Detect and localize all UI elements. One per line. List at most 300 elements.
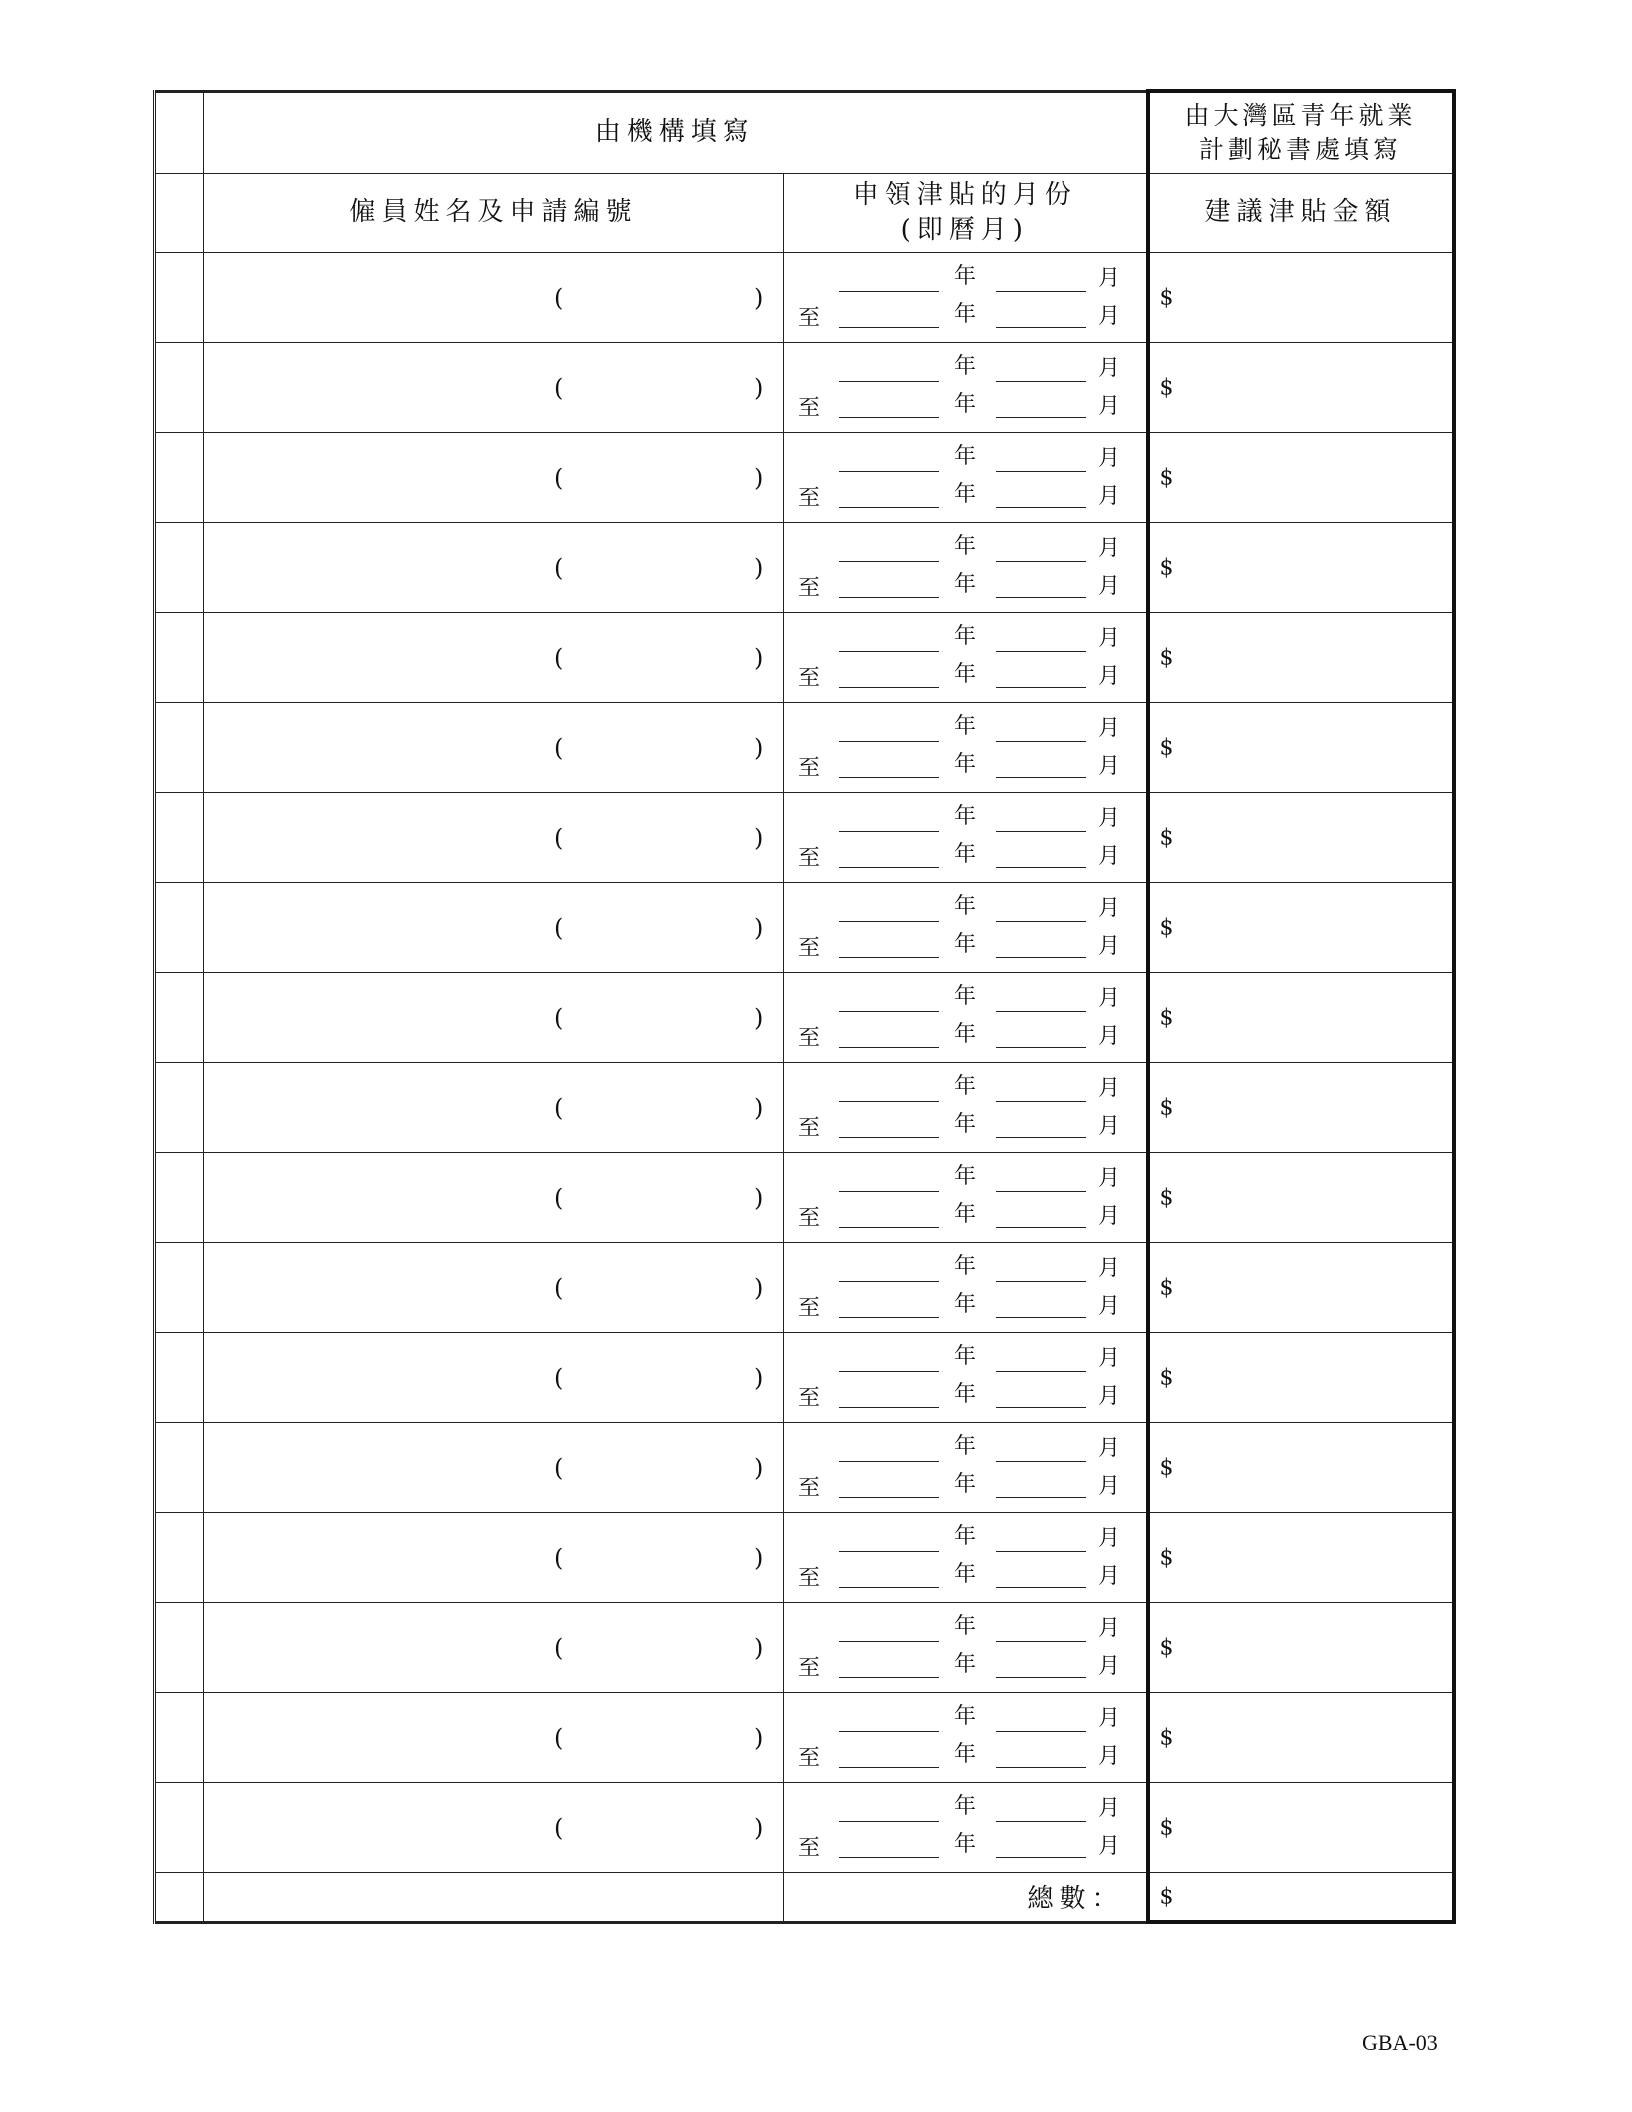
claim-months-field[interactable] <box>784 433 1148 523</box>
month-label: 月 <box>1098 356 1121 381</box>
open-parenthesis: ( <box>554 1633 564 1662</box>
open-parenthesis: ( <box>554 733 564 762</box>
employee-name-field[interactable] <box>204 793 784 883</box>
suggested-amount-field[interactable] <box>1148 973 1454 1063</box>
dollar-sign: $ <box>1159 825 1174 850</box>
close-parenthesis: ) <box>754 463 764 492</box>
close-parenthesis: ) <box>754 1543 764 1572</box>
margin-cell <box>155 343 204 433</box>
month-label: 月 <box>1098 754 1121 779</box>
blank-underline[interactable] <box>839 1407 939 1408</box>
year-label: 年 <box>954 984 977 1009</box>
month-label: 月 <box>1098 1204 1121 1229</box>
dollar-sign: $ <box>1159 1635 1174 1660</box>
margin-cell <box>155 433 204 523</box>
close-parenthesis: ) <box>754 1453 764 1482</box>
subsidy-claim-form <box>153 89 1452 1924</box>
year-label: 年 <box>954 1022 977 1047</box>
year-label: 年 <box>954 482 977 507</box>
to-label: 至 <box>798 936 821 961</box>
claim-months-field[interactable] <box>784 1153 1148 1243</box>
suggested-amount-field[interactable] <box>1148 523 1454 613</box>
blank-underline[interactable] <box>996 1641 1086 1642</box>
year-label: 年 <box>954 1832 977 1857</box>
open-parenthesis: ( <box>554 463 564 492</box>
open-parenthesis: ( <box>554 1453 564 1482</box>
suggested-amount-field[interactable] <box>1148 883 1454 973</box>
to-label: 至 <box>798 1656 821 1681</box>
close-parenthesis: ) <box>754 643 764 672</box>
close-parenthesis: ) <box>754 283 764 312</box>
month-label: 月 <box>1098 664 1121 689</box>
open-parenthesis: ( <box>554 1093 564 1122</box>
blank-underline[interactable] <box>839 1461 939 1462</box>
dollar-sign: $ <box>1159 1884 1174 1909</box>
blank-underline[interactable] <box>996 1677 1086 1678</box>
blank-underline[interactable] <box>996 291 1086 292</box>
suggested-amount-field[interactable] <box>1148 793 1454 883</box>
blank-underline[interactable] <box>839 687 939 688</box>
to-label: 至 <box>798 666 821 691</box>
month-label: 月 <box>1098 484 1121 509</box>
employee-name-field[interactable] <box>204 523 784 613</box>
suggested-amount-field[interactable] <box>1148 1603 1454 1693</box>
employee-name-field[interactable] <box>204 1693 784 1783</box>
to-label: 至 <box>798 1386 821 1411</box>
table-row <box>155 1513 1454 1603</box>
suggested-amount-field[interactable] <box>1148 1513 1454 1603</box>
claim-months-field[interactable] <box>784 1603 1148 1693</box>
table-row <box>155 1333 1454 1423</box>
table-row <box>155 1153 1454 1243</box>
year-label: 年 <box>954 1524 977 1549</box>
blank-underline[interactable] <box>996 1551 1086 1552</box>
claim-months-heading: 申領津貼的月份 <box>852 179 1077 210</box>
employee-name-column-header: 僱員姓名及申請編號 <box>204 174 784 253</box>
open-parenthesis: ( <box>554 1003 564 1032</box>
suggested-amount-field[interactable] <box>1148 613 1454 703</box>
blank-underline[interactable] <box>996 1317 1086 1318</box>
employee-name-field[interactable] <box>204 1783 784 1873</box>
close-parenthesis: ) <box>754 553 764 582</box>
month-label: 月 <box>1098 536 1121 561</box>
month-label: 月 <box>1098 934 1121 959</box>
year-label: 年 <box>954 1562 977 1587</box>
month-label: 月 <box>1098 1384 1121 1409</box>
blank-underline[interactable] <box>839 1551 939 1552</box>
open-parenthesis: ( <box>554 1813 564 1842</box>
year-label: 年 <box>954 354 977 379</box>
month-label: 月 <box>1098 574 1121 599</box>
organization-section-heading: 由機構填寫 <box>204 91 1148 174</box>
secretariat-heading-text: 由大灣區青年就業計劃秘書處填寫 <box>1184 101 1417 164</box>
blank-underline[interactable] <box>996 1227 1086 1228</box>
year-label: 年 <box>954 1254 977 1279</box>
close-parenthesis: ) <box>754 1093 764 1122</box>
blank-underline[interactable] <box>996 777 1086 778</box>
employee-name-field[interactable] <box>204 1603 784 1693</box>
margin-cell <box>155 973 204 1063</box>
margin-cell <box>155 613 204 703</box>
employee-name-field[interactable] <box>204 1423 784 1513</box>
blank-underline[interactable] <box>839 1047 939 1048</box>
month-label: 月 <box>1098 1564 1121 1589</box>
open-parenthesis: ( <box>554 1543 564 1572</box>
claim-months-field[interactable] <box>784 613 1148 703</box>
blank-underline[interactable] <box>996 957 1086 958</box>
blank-underline[interactable] <box>996 1857 1086 1858</box>
blank-underline[interactable] <box>839 777 939 778</box>
year-label: 年 <box>954 1164 977 1189</box>
table-row <box>155 973 1454 1063</box>
blank-underline[interactable] <box>996 561 1086 562</box>
to-label: 至 <box>798 1566 821 1591</box>
table-row <box>155 1063 1454 1153</box>
margin-cell <box>155 1063 204 1153</box>
close-parenthesis: ) <box>754 823 764 852</box>
year-label: 年 <box>954 752 977 777</box>
close-parenthesis: ) <box>754 733 764 762</box>
year-label: 年 <box>954 392 977 417</box>
month-label: 月 <box>1098 1024 1121 1049</box>
margin-cell <box>155 1873 204 1923</box>
total-blank-cell <box>204 1873 784 1923</box>
claim-months-field[interactable] <box>784 253 1148 343</box>
blank-underline[interactable] <box>839 1677 939 1678</box>
blank-underline[interactable] <box>996 1191 1086 1192</box>
year-label: 年 <box>954 1614 977 1639</box>
blank-underline[interactable] <box>996 1407 1086 1408</box>
blank-underline[interactable] <box>839 1497 939 1498</box>
claim-months-subheading: (即曆月) <box>900 215 1029 245</box>
year-label: 年 <box>954 1704 977 1729</box>
claim-months-field[interactable] <box>784 793 1148 883</box>
open-parenthesis: ( <box>554 283 564 312</box>
blank-underline[interactable] <box>839 921 939 922</box>
margin-cell <box>155 703 204 793</box>
table-row <box>155 1783 1454 1873</box>
blank-underline[interactable] <box>996 1047 1086 1048</box>
to-label: 至 <box>798 1026 821 1051</box>
dollar-sign: $ <box>1159 1095 1174 1120</box>
blank-underline[interactable] <box>996 1101 1086 1102</box>
to-label: 至 <box>798 1296 821 1321</box>
month-label: 月 <box>1098 896 1121 921</box>
total-amount-field[interactable] <box>1148 1873 1454 1923</box>
employee-name-field[interactable] <box>204 613 784 703</box>
open-parenthesis: ( <box>554 553 564 582</box>
to-label: 至 <box>798 1836 821 1861</box>
table-row <box>155 703 1454 793</box>
claim-months-field[interactable] <box>784 1243 1148 1333</box>
year-label: 年 <box>954 894 977 919</box>
employee-name-field[interactable] <box>204 883 784 973</box>
dollar-sign: $ <box>1159 375 1174 400</box>
suggested-amount-column-header: 建議津貼金額 <box>1148 174 1454 253</box>
claim-months-field[interactable] <box>784 1513 1148 1603</box>
blank-underline[interactable] <box>839 867 939 868</box>
employee-name-field[interactable] <box>204 253 784 343</box>
close-parenthesis: ) <box>754 913 764 942</box>
blank-underline[interactable] <box>839 1011 939 1012</box>
suggested-amount-field[interactable] <box>1148 253 1454 343</box>
year-label: 年 <box>954 714 977 739</box>
blank-underline[interactable] <box>996 1767 1086 1768</box>
year-label: 年 <box>954 1344 977 1369</box>
claim-months-field[interactable] <box>784 1783 1148 1873</box>
blank-underline[interactable] <box>996 921 1086 922</box>
year-label: 年 <box>954 1202 977 1227</box>
month-label: 月 <box>1098 1294 1121 1319</box>
suggested-amount-field[interactable] <box>1148 1783 1454 1873</box>
close-parenthesis: ) <box>754 1813 764 1842</box>
blank-underline[interactable] <box>996 417 1086 418</box>
employee-name-field[interactable] <box>204 433 784 523</box>
dollar-sign: $ <box>1159 1005 1174 1030</box>
blank-underline[interactable] <box>839 1317 939 1318</box>
blank-underline[interactable] <box>996 327 1086 328</box>
close-parenthesis: ) <box>754 1363 764 1392</box>
claim-table <box>153 89 1456 1924</box>
dollar-sign: $ <box>1159 1185 1174 1210</box>
blank-underline[interactable] <box>839 1857 939 1858</box>
to-label: 至 <box>798 486 821 511</box>
table-row <box>155 343 1454 433</box>
blank-underline[interactable] <box>996 597 1086 598</box>
to-label: 至 <box>798 756 821 781</box>
dollar-sign: $ <box>1159 1815 1174 1840</box>
month-label: 月 <box>1098 1114 1121 1139</box>
month-label: 月 <box>1098 1654 1121 1679</box>
table-row <box>155 1423 1454 1513</box>
blank-underline[interactable] <box>839 957 939 958</box>
blank-underline[interactable] <box>839 471 939 472</box>
month-label: 月 <box>1098 304 1121 329</box>
claim-months-field[interactable] <box>784 1333 1148 1423</box>
suggested-amount-field[interactable] <box>1148 1153 1454 1243</box>
blank-underline[interactable] <box>839 291 939 292</box>
blank-underline[interactable] <box>839 1101 939 1102</box>
blank-underline[interactable] <box>996 687 1086 688</box>
year-label: 年 <box>954 534 977 559</box>
employee-name-field[interactable] <box>204 1063 784 1153</box>
blank-underline[interactable] <box>839 831 939 832</box>
month-label: 月 <box>1098 1474 1121 1499</box>
blank-underline[interactable] <box>996 741 1086 742</box>
blank-underline[interactable] <box>996 1587 1086 1588</box>
suggested-amount-field[interactable] <box>1148 1333 1454 1423</box>
blank-underline[interactable] <box>996 651 1086 652</box>
form-code: GBA-03 <box>1362 2030 1438 2055</box>
to-label: 至 <box>798 846 821 871</box>
claim-months-field[interactable] <box>784 1063 1148 1153</box>
employee-name-field[interactable] <box>204 1243 784 1333</box>
month-label: 月 <box>1098 716 1121 741</box>
open-parenthesis: ( <box>554 823 564 852</box>
to-label: 至 <box>798 576 821 601</box>
blank-underline[interactable] <box>996 1137 1086 1138</box>
month-label: 月 <box>1098 1436 1121 1461</box>
blank-underline[interactable] <box>839 597 939 598</box>
close-parenthesis: ) <box>754 1003 764 1032</box>
blank-underline[interactable] <box>996 1011 1086 1012</box>
dollar-sign: $ <box>1159 1455 1174 1480</box>
blank-underline[interactable] <box>839 651 939 652</box>
open-parenthesis: ( <box>554 1273 564 1302</box>
table-row <box>155 1603 1454 1693</box>
to-label: 至 <box>798 1476 821 1501</box>
blank-underline[interactable] <box>839 1641 939 1642</box>
claim-months-field[interactable] <box>784 343 1148 433</box>
year-label: 年 <box>954 1112 977 1137</box>
blank-underline[interactable] <box>996 507 1086 508</box>
to-label: 至 <box>798 396 821 421</box>
blank-underline[interactable] <box>839 1731 939 1732</box>
suggested-amount-field[interactable] <box>1148 433 1454 523</box>
table-row <box>155 793 1454 883</box>
blank-underline[interactable] <box>996 1281 1086 1282</box>
year-label: 年 <box>954 1292 977 1317</box>
year-label: 年 <box>954 1434 977 1459</box>
to-label: 至 <box>798 1116 821 1141</box>
blank-underline[interactable] <box>839 1587 939 1588</box>
claim-months-field[interactable] <box>784 703 1148 793</box>
employee-name-field[interactable] <box>204 703 784 793</box>
year-label: 年 <box>954 1382 977 1407</box>
year-label: 年 <box>954 1074 977 1099</box>
month-label: 月 <box>1098 1796 1121 1821</box>
margin-cell <box>155 253 204 343</box>
open-parenthesis: ( <box>554 1183 564 1212</box>
dollar-sign: $ <box>1159 465 1174 490</box>
year-label: 年 <box>954 624 977 649</box>
suggested-amount-field[interactable] <box>1148 1693 1454 1783</box>
month-label: 月 <box>1098 394 1121 419</box>
suggested-amount-field[interactable] <box>1148 1423 1454 1513</box>
margin-cell <box>155 523 204 613</box>
open-parenthesis: ( <box>554 1723 564 1752</box>
year-label: 年 <box>954 572 977 597</box>
blank-underline[interactable] <box>839 741 939 742</box>
to-label: 至 <box>798 1746 821 1771</box>
employee-name-field[interactable] <box>204 343 784 433</box>
dollar-sign: $ <box>1159 1275 1174 1300</box>
month-label: 月 <box>1098 986 1121 1011</box>
claim-months-field[interactable] <box>784 883 1148 973</box>
blank-underline[interactable] <box>839 1821 939 1822</box>
year-label: 年 <box>954 932 977 957</box>
dollar-sign: $ <box>1159 1725 1174 1750</box>
year-label: 年 <box>954 1794 977 1819</box>
blank-underline[interactable] <box>996 471 1086 472</box>
month-label: 月 <box>1098 1256 1121 1281</box>
blank-underline[interactable] <box>996 1497 1086 1498</box>
blank-underline[interactable] <box>839 1137 939 1138</box>
employee-name-field[interactable] <box>204 973 784 1063</box>
blank-underline[interactable] <box>839 1191 939 1192</box>
month-label: 月 <box>1098 1834 1121 1859</box>
open-parenthesis: ( <box>554 373 564 402</box>
employee-name-field[interactable] <box>204 1513 784 1603</box>
close-parenthesis: ) <box>754 1183 764 1212</box>
year-label: 年 <box>954 842 977 867</box>
blank-underline[interactable] <box>839 417 939 418</box>
blank-underline[interactable] <box>996 1821 1086 1822</box>
dollar-sign: $ <box>1159 735 1174 760</box>
blank-underline[interactable] <box>996 1731 1086 1732</box>
table-row <box>155 253 1454 343</box>
open-parenthesis: ( <box>554 1363 564 1392</box>
dollar-sign: $ <box>1159 285 1174 310</box>
suggested-amount-field[interactable] <box>1148 343 1454 433</box>
blank-underline[interactable] <box>839 381 939 382</box>
margin-cell <box>155 91 204 174</box>
blank-underline[interactable] <box>996 1461 1086 1462</box>
year-label: 年 <box>954 1652 977 1677</box>
blank-underline[interactable] <box>839 507 939 508</box>
blank-underline[interactable] <box>996 867 1086 868</box>
blank-underline[interactable] <box>996 381 1086 382</box>
month-label: 月 <box>1098 844 1121 869</box>
month-label: 月 <box>1098 1744 1121 1769</box>
margin-cell <box>155 1243 204 1333</box>
month-label: 月 <box>1098 806 1121 831</box>
margin-cell <box>155 1423 204 1513</box>
blank-underline[interactable] <box>839 327 939 328</box>
table-row <box>155 433 1454 523</box>
margin-cell <box>155 174 204 253</box>
table-row <box>155 1243 1454 1333</box>
suggested-amount-field[interactable] <box>1148 1063 1454 1153</box>
table-row <box>155 613 1454 703</box>
month-label: 月 <box>1098 266 1121 291</box>
month-label: 月 <box>1098 1076 1121 1101</box>
suggested-amount-field[interactable] <box>1148 1243 1454 1333</box>
blank-underline[interactable] <box>839 1281 939 1282</box>
margin-cell <box>155 1603 204 1693</box>
dollar-sign: $ <box>1159 555 1174 580</box>
claim-months-field[interactable] <box>784 1423 1148 1513</box>
month-label: 月 <box>1098 1526 1121 1551</box>
blank-underline[interactable] <box>839 1227 939 1228</box>
table-row <box>155 883 1454 973</box>
claim-months-field[interactable] <box>784 1693 1148 1783</box>
dollar-sign: $ <box>1159 915 1174 940</box>
employee-name-field[interactable] <box>204 1153 784 1243</box>
month-label: 月 <box>1098 1706 1121 1731</box>
claim-months-field[interactable] <box>784 523 1148 613</box>
blank-underline[interactable] <box>839 1371 939 1372</box>
close-parenthesis: ) <box>754 1723 764 1752</box>
to-label: 至 <box>798 1206 821 1231</box>
blank-underline[interactable] <box>996 831 1086 832</box>
year-label: 年 <box>954 804 977 829</box>
margin-cell <box>155 1153 204 1243</box>
suggested-amount-field[interactable] <box>1148 703 1454 793</box>
margin-cell <box>155 1513 204 1603</box>
blank-underline[interactable] <box>839 561 939 562</box>
to-label: 至 <box>798 306 821 331</box>
month-label: 月 <box>1098 446 1121 471</box>
header-row-1 <box>155 91 1454 174</box>
year-label: 年 <box>954 302 977 327</box>
claim-months-field[interactable] <box>784 973 1148 1063</box>
blank-underline[interactable] <box>996 1371 1086 1372</box>
blank-underline[interactable] <box>839 1767 939 1768</box>
employee-name-field[interactable] <box>204 1333 784 1423</box>
year-label: 年 <box>954 662 977 687</box>
margin-cell <box>155 1783 204 1873</box>
